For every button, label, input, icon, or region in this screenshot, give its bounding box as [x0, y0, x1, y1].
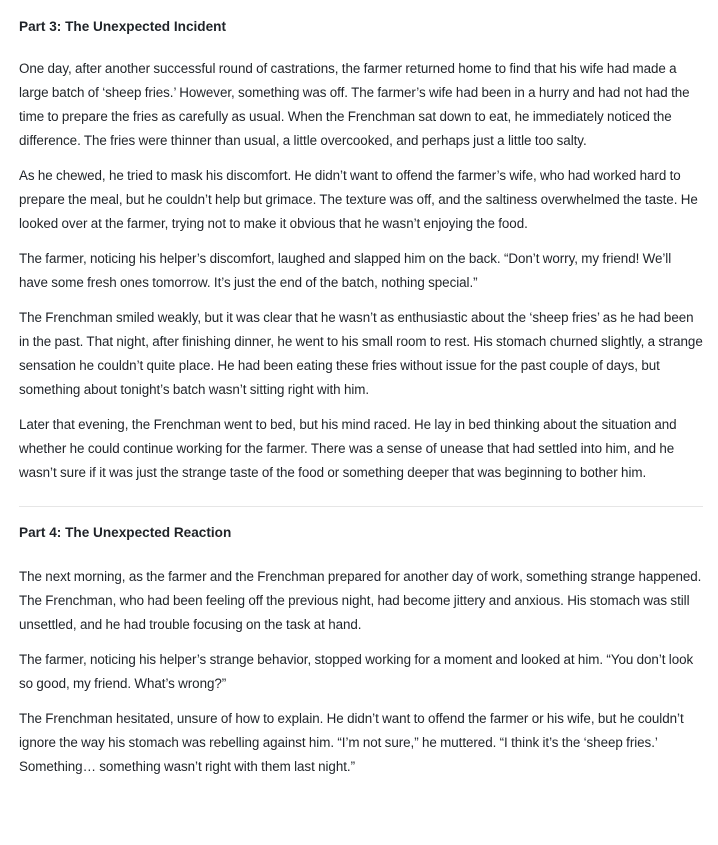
paragraph: The farmer, noticing his helper’s strange behavior, stopped working for a moment and looked at him. “You don’t look so good, my friend. What’s wrong?” [19, 652, 694, 691]
document-body [19, 0, 703, 779]
section-heading-part-3: Part 3: The Unexpected Incident [19, 19, 226, 34]
paragraph: The next morning, as the farmer and the Frenchman prepared for another day of work, something strange happened. The Frenchman, who had been feeling off the previous night, had become jittery and anxious. His stomach was still unsettled, and he had trouble focusing on the task at hand. [19, 569, 702, 632]
paragraph: As he chewed, he tried to mask his discomfort. He didn’t want to offend the farmer’s wife, who had worked hard to prepare the meal, but he couldn’t help but grimace. The texture was off, and the saltiness overwhelmed the taste. He looked over at the farmer, trying not to make it obvious that he wasn’t enjoying the food. [19, 168, 698, 231]
paragraph: The Frenchman smiled weakly, but it was clear that he wasn’t as enthusiastic about the ‘sheep fries’ as he had been in the past. That night, after finishing dinner, he went to his small room to rest. His stomach churned slightly, a strange sensation he couldn’t quite place. He had been eating these fries without issue for the past couple of days, but something about tonight’s batch wasn’t sitting right with him. [19, 310, 703, 397]
paragraph: The farmer, noticing his helper’s discomfort, laughed and slapped him on the back. “Don’t worry, my friend! We’ll have some fresh ones tomorrow. It’s just the end of the batch, nothing special.” [19, 251, 672, 290]
paragraph: One day, after another successful round of castrations, the farmer returned home to find that his wife had made a large batch of ‘sheep fries.’ However, something was off. The farmer’s wife had been in a hurry and had not had the time to prepare the fries as carefully as usual. When the Frenchman sat down to eat, he immediately noticed the difference. The fries were thinner than usual, a little overcooked, and perhaps just a little too salty. [19, 61, 690, 148]
paragraph: Later that evening, the Frenchman went to bed, but his mind raced. He lay in bed thinking about the situation and whether he could continue working for the farmer. There was a sense of unease that had settled into him, and he wasn’t sure if it was just the strange taste of the food or something deeper that was beginning to bother him. [19, 417, 677, 480]
paragraph: The Frenchman hesitated, unsure of how to explain. He didn’t want to offend the farmer or his wife, but he couldn’t ignore the way his stomach was rebelling against him. “I’m not sure,” he muttered. “I think it’s the ‘sheep fries.’ Something… something wasn’t right with them last night.” [19, 711, 684, 774]
section-heading-part-4: Part 4: The Unexpected Reaction [19, 525, 232, 540]
section-divider [19, 506, 703, 507]
